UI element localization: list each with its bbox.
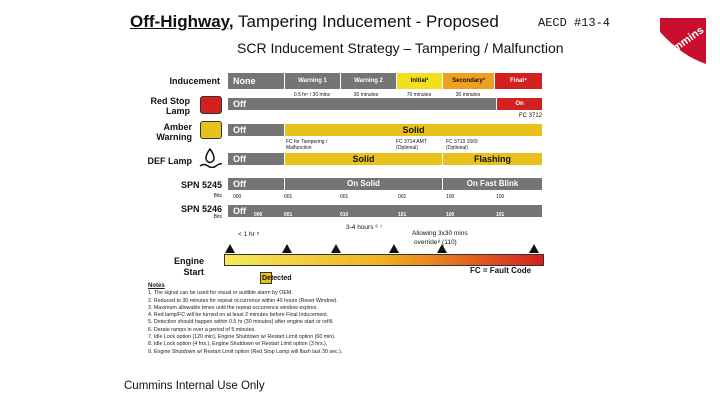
amber-bar	[228, 124, 542, 136]
lt1-annotation: < 1 hr ⁵	[238, 231, 260, 238]
timeline-marker	[529, 244, 539, 253]
amber-off: Off	[233, 125, 246, 135]
page-title: Off-Highway, Tampering Inducement - Proposed	[130, 12, 499, 31]
spn5245-bits-label: Bits	[213, 193, 222, 199]
spn5246-bits-label: Bits	[213, 214, 222, 220]
spn5245-on-solid: On Solid	[284, 178, 442, 190]
spn5246-value: 100	[446, 212, 455, 218]
spn5246-value: 101	[496, 212, 505, 218]
spn5246-off: Off	[233, 206, 246, 216]
engine-start-label: Engine Start	[173, 256, 204, 277]
inducement-label: Inducement	[169, 76, 220, 86]
note-item: 6. Derate ramps in over a period of 5 minutes.	[148, 326, 256, 333]
timeline-marker	[437, 244, 447, 253]
red-off: Off	[233, 99, 246, 109]
amber-note-tampering: FC for Tampering / Malfunction	[286, 139, 328, 151]
def-lamp-icon	[198, 148, 222, 173]
diagram-subtitle: SCR Inducement Strategy – Tampering / Malfunction	[237, 40, 564, 56]
spn5245-value: 100	[496, 194, 505, 200]
note-item: 8. Idle Lock option (4 hrs.), Engine Shutdown w/ Restart Limit option (3 hrs.).	[148, 341, 328, 348]
stage-warning-2: Warning 2	[340, 73, 396, 89]
red-stop-label: Red Stop Lamp	[150, 96, 190, 116]
spn5245-label: SPN 5245	[180, 180, 222, 190]
spn5245-off: Off	[233, 179, 246, 189]
note-item: 4. Red lamp/FC will be turned on at least 2 minutes before Final Inducement.	[148, 312, 329, 319]
spn5246-value: 001	[284, 212, 293, 218]
stage-secondary: Secondary³	[442, 73, 494, 89]
note-item: 7. Idle Lock option (120 min), Engine Shutdown w/ Restart Limit option (60 min).	[148, 334, 336, 341]
stage-final: Final⁴	[494, 73, 542, 89]
red-on: On	[496, 98, 542, 110]
red-fault-code: FC 3712	[518, 113, 542, 119]
notes-block	[148, 283, 342, 356]
spn5245-bar	[228, 178, 542, 190]
spn5245-values	[228, 192, 542, 202]
timing-initial: 70 minutes	[406, 92, 432, 98]
def-solid: Solid	[284, 153, 442, 165]
amber-note-3713: FC 3713 1569 (Optional)	[446, 139, 478, 151]
inducement-bar	[228, 73, 542, 89]
spn5246-label: SPN 5246	[180, 204, 222, 214]
detected-label: Detected	[262, 275, 292, 282]
timing-secondary: 30 minutes	[455, 92, 481, 98]
timing-warning-1: 0.5 hr¹ / 30 mins	[293, 92, 331, 98]
amber-warning-label: Amber Warning	[156, 122, 192, 142]
spn5245-value: 000	[233, 194, 242, 200]
fault-code-legend: FC = Fault Code	[470, 266, 532, 275]
stage-warning-1: Warning 1	[284, 73, 340, 89]
override-annotation: override⁸ (110)	[414, 239, 457, 246]
timeline-bar	[224, 254, 544, 266]
timeline-marker	[282, 244, 292, 253]
timeline-marker	[389, 244, 399, 253]
svg-text:Cummins: Cummins	[658, 24, 707, 63]
inducement-none: None	[233, 76, 256, 86]
timing-warning-2: 30 minutes	[353, 92, 379, 98]
cummins-logo	[652, 12, 710, 70]
red-lamp-bar	[228, 98, 542, 110]
timeline-marker	[225, 244, 235, 253]
spn5245-value: 001	[398, 194, 407, 200]
spn5245-value: 001	[284, 194, 293, 200]
spn5246-bar	[228, 205, 542, 217]
note-item: 3. Maximum allowable times until the repeat occurrence window expires.	[148, 304, 318, 311]
note-item: 2. Reduced to 30 minutes for repeat occurrence within 40 hours (Reset Window).	[148, 297, 338, 304]
spn5246-value: 000	[254, 212, 263, 218]
note-item: 5. Detection should happen within 0.5 hr (30 minutes) after engine start or refill.	[148, 319, 334, 326]
amber-solid: Solid	[284, 124, 542, 136]
spn5246-value: 101	[398, 212, 407, 218]
stage-initial: Initial²	[396, 73, 442, 89]
def-lamp-label: DEF Lamp	[147, 156, 192, 166]
spn5245-value: 001	[340, 194, 349, 200]
note-item: 9. Engine Shutdown w/ Restart Limit option (Red Stop Lamp will flash last 30 sec.).	[148, 348, 343, 355]
def-bar	[228, 153, 542, 165]
allowing-annotation: Allowing 3x30 mins	[412, 230, 468, 237]
amber-note-3714: FC 3714 AMT (Optional)	[396, 139, 427, 151]
def-off: Off	[233, 154, 246, 164]
timeline-marker	[331, 244, 341, 253]
amber-lamp-swatch	[200, 121, 222, 139]
notes-heading: Notes	[148, 283, 165, 289]
hours-annotation: 3-4 hours ⁶ ⁷	[346, 224, 383, 231]
def-flashing: Flashing	[442, 153, 542, 165]
spn5246-value: 010	[340, 212, 349, 218]
footer-text: Cummins Internal Use Only	[124, 380, 265, 392]
aecd-label: AECD #13-4	[538, 16, 611, 30]
spn5245-value: 100	[446, 194, 455, 200]
note-item: 1. The signal can be used for visual or audible alarm by OEM.	[148, 290, 293, 297]
spn5245-on-fast: On Fast Blink	[442, 178, 542, 190]
red-lamp-swatch	[200, 96, 222, 114]
